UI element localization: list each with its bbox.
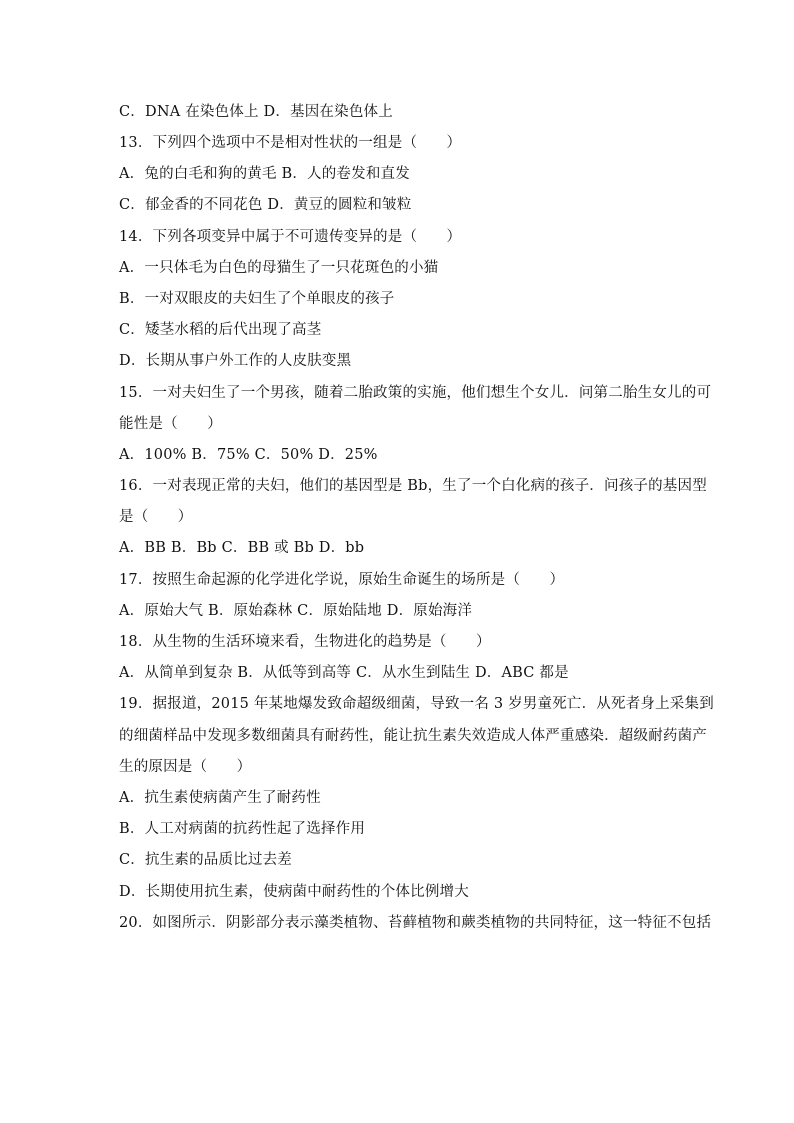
question-16-stem-line2: 是（ ）	[119, 509, 193, 525]
question-19-stem-line3: 生的原因是（ ）	[119, 759, 252, 775]
question-19-option-b: B．人工对病菌的抗药性起了选择作用	[119, 821, 366, 837]
question-13-options-ab: A．兔的白毛和狗的黄毛 B．人的卷发和直发	[119, 166, 410, 182]
question-17-options: A．原始大气 B．原始森林 C．原始陆地 D．原始海洋	[119, 603, 473, 619]
question-19-stem-line2: 的细菌样品中发现多数细菌具有耐药性，能让抗生素失效造成人体严重感染．超级耐药菌产	[119, 728, 707, 744]
question-15-stem-line2: 能性是（ ）	[119, 416, 222, 432]
question-14-stem: 14．下列各项变异中属于不可遗传变异的是（ ）	[119, 229, 462, 245]
question-18-stem: 18．从生物的生活环境来看，生物进化的趋势是（ ）	[119, 634, 491, 650]
question-20-stem: 20．如图所示．阴影部分表示藻类植物、苔藓植物和蕨类植物的共同特征，这一特征不包括	[119, 915, 712, 931]
question-18-options: A．从简单到复杂 B．从低等到高等 C．从水生到陆生 D．ABC 都是	[119, 665, 569, 681]
question-14-option-d: D．长期从事户外工作的人皮肤变黑	[119, 353, 352, 369]
question-19-option-a: A．抗生素使病菌产生了耐药性	[119, 790, 321, 806]
question-14-option-c: C．矮茎水稻的后代出现了高茎	[119, 322, 322, 338]
text-line: C．DNA 在染色体上 D．基因在染色体上	[119, 104, 393, 120]
question-16-stem-line1: 16．一对表现正常的夫妇，他们的基因型是 Bb，生了一个白化病的孩子．问孩子的基因型	[119, 478, 707, 494]
question-13-stem: 13．下列四个选项中不是相对性状的一组是（ ）	[119, 135, 462, 151]
question-15-stem-line1: 15．一对夫妇生了一个男孩，随着二胎政策的实施，他们想生个女儿．问第二胎生女儿的可	[119, 385, 712, 401]
question-19-option-d: D．长期使用抗生素，使病菌中耐药性的个体比例增大	[119, 884, 469, 900]
question-14-option-a: A．一只体毛为白色的母猫生了一只花斑色的小猫	[119, 260, 439, 276]
question-14-option-b: B．一对双眼皮的夫妇生了个单眼皮的孩子	[119, 291, 395, 307]
question-19-option-c: C．抗生素的品质比过去差	[119, 852, 292, 868]
question-19-stem-line1: 19．据报道，2015 年某地爆发致命超级细菌，导致一名 3 岁男童死亡．从死者身上采集到	[119, 696, 714, 712]
question-13-options-cd: C．郁金香的不同花色 D．黄豆的圆粒和皱粒	[119, 197, 412, 213]
question-17-stem: 17．按照生命起源的化学进化学说，原始生命诞生的场所是（ ）	[119, 572, 565, 588]
question-16-options: A．BB B．Bb C．BB 或 Bb D．bb	[119, 540, 365, 556]
question-15-options: A．100% B．75% C．50% D．25%	[119, 447, 378, 463]
